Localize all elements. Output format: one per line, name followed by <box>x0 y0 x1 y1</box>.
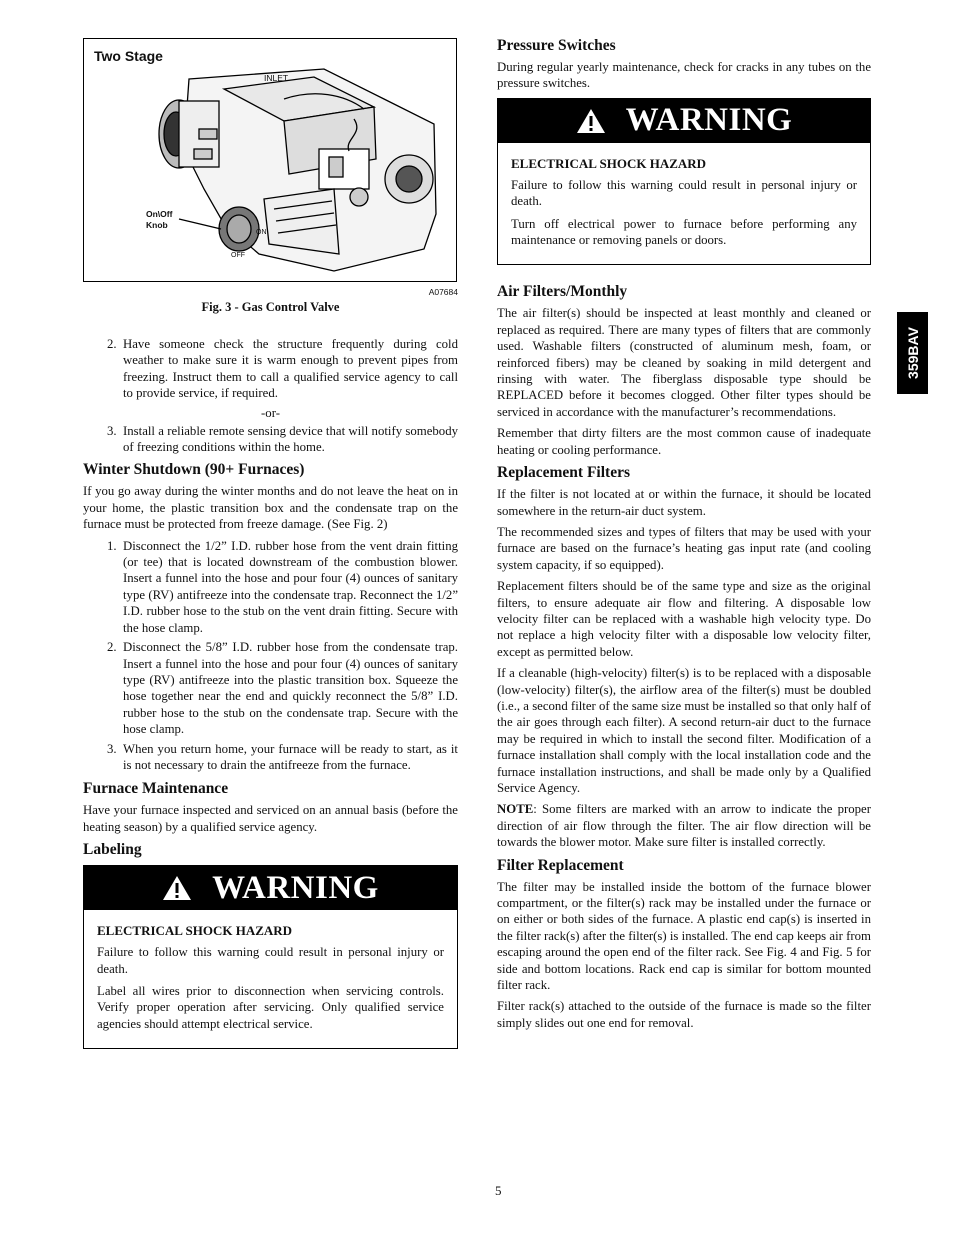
warning-triangle-icon <box>576 108 606 134</box>
list-item <box>83 639 458 737</box>
winter-shutdown-heading: Winter Shutdown (90+ Furnaces) <box>83 461 305 479</box>
figure-label-inlet: INLET <box>264 73 289 83</box>
warning-line: Turn off electrical power to furnace before performing any maintenance or removing panels or doors. <box>511 216 857 248</box>
labeling-heading: Labeling <box>83 841 142 859</box>
list-item-text: Install a reliable remote sensing device that will notify somebody of freezing conditions within the home. <box>123 423 458 455</box>
warning-body <box>84 910 457 1048</box>
list-item <box>83 538 458 636</box>
right-column <box>497 36 871 1036</box>
replacement-p4: If a cleanable (high-velocity) filter(s) is to be replaced with a disposable (low-velocity) filter(s), the airflow area of the filter(s) must be doubled (i.e., a second filter of the same size must be installed so that only half of the air goes through each filter). A second return-air duct to the furnace may be required in which to install the second filter. Modification of a furnace installation shall comply with the local installation code and the furnace installation instructions, and shall be made only by a Qualified Service Agency. <box>497 666 871 795</box>
warning-hazard: ELECTRICAL SHOCK HAZARD <box>511 155 707 171</box>
list-item-text: Disconnect the 1/2” I.D. rubber hose from the vent drain fitting (or tee) that is located downstream of the combustion blower. Insert a funnel into the hose and pour four (4) ounces of sanitary type (RV) antifreeze into the condensate trap. Reconnect the 1/2” I.D. rubber hose to the stub on the vent drain fitting. Secure with the hose clamp. <box>123 538 458 635</box>
warning-box-labeling <box>83 865 458 1049</box>
warning-header <box>84 866 457 910</box>
list-item-number: 2. <box>107 337 117 351</box>
air-filters-p2: Remember that dirty filters are the most common cause of inadequate heating or cooling performance. <box>497 426 871 457</box>
side-tab-label: 359BAV <box>904 327 921 379</box>
filter-replacement-p2: Filter rack(s) attached to the outside of the furnace is made so the filter simply slides out one end for removal. <box>497 999 871 1030</box>
list-item-text: Disconnect the 5/8” I.D. rubber hose from the condensate trap. Insert a funnel into the hose and pour four (4) ounces of sanitary type (RV) antifreeze into the plastic transition box. Squeeze the hose together near the end and quickly reconnect the 5/8” I.D. rubber hose to the stub on the condensate trap. Secure with the hose clamp. <box>123 640 458 737</box>
figure-label-knob <box>146 209 172 231</box>
replacement-p2: The recommended sizes and types of filters that may be used with your furnace are based on the furnace’s heating gas input rate (and cooling system capacity, if so equipped). <box>497 524 871 572</box>
list-item-text: When you return home, your furnace will be ready to start, as it is not necessary to drain the antifreeze from the furnace. <box>123 741 458 772</box>
filter-replacement-heading: Filter Replacement <box>497 856 624 874</box>
figure-label-knob-line2: Knob <box>146 220 168 230</box>
winter-shutdown-intro: If you go away during the winter months and do not leave the heat on in your home, the plastic transition box and the condensate trap on the furnace must be protected from freeze damage. (See Fig. 2) <box>83 484 458 532</box>
figure-caption: Fig. 3 - Gas Control Valve <box>201 300 340 314</box>
furnace-maintenance-text: Have your furnace inspected and serviced on an annual basis (before the heating season) by a qualified service agency. <box>83 803 458 834</box>
list-item-text: Have someone check the structure frequently during cold weather to make sure it is warm enough to prevent pipes from freezing. Instruct them to call a qualified service agency to call to provide service, if required. <box>123 337 458 401</box>
note-paragraph <box>497 801 871 850</box>
figure-label-on: ON <box>256 229 267 236</box>
side-tab-model <box>897 312 928 394</box>
warning-line: Label all wires prior to disconnection when servicing controls. Verify proper operation after servicing. Only qualified service agencies should attempt electrical service. <box>97 983 444 1031</box>
furnace-maintenance-heading: Furnace Maintenance <box>83 780 229 798</box>
winter-steps-list <box>83 538 458 774</box>
warning-title: WARNING <box>625 102 793 139</box>
list-item-number: 3. <box>107 423 117 438</box>
replacement-p3: Replacement filters should be of the same type and size as the original filters, to ensure adequate air flow and filtering. A disposable low velocity filter can be replaced with a washable high velocity type. Do not replace a high velocity filter with a disposable low velocity filter, except as permitted below. <box>497 579 871 659</box>
list-item <box>83 741 458 774</box>
pressure-switches-heading: Pressure Switches <box>497 37 616 54</box>
freeze-steps-list-2 <box>83 423 458 456</box>
filter-replacement-p1: The filter may be installed inside the bottom of the furnace blower compartment, or the filter(s) rack may be installed under the furnace or on either or both sides of the furnace. A plastic end cap(s) is inserted in the filter rack(s) after the filter(s) is installed. The end cap keeps air from escaping around the open end of the filter rack. See Fig. 4 and Fig. 5 for side and bottom locations. Rack end cap is similar for bottom mounted filter rack. <box>497 879 871 993</box>
warning-box-pressure <box>497 98 871 266</box>
air-filters-heading: Air Filters/Monthly <box>497 283 628 301</box>
figure-title: Two Stage <box>94 48 163 64</box>
list-item-number: 1. <box>107 538 117 553</box>
page-number: 5 <box>495 1183 502 1198</box>
figure-gas-control-valve <box>83 38 457 282</box>
figure-label-off: OFF <box>231 252 245 259</box>
or-separator: -or- <box>261 405 280 420</box>
warning-body <box>498 143 870 265</box>
figure-label-knob-line1: On\Off <box>146 209 173 219</box>
list-item <box>83 423 458 456</box>
warning-triangle-icon <box>162 875 192 901</box>
left-column <box>83 38 458 1049</box>
warning-line: Failure to follow this warning could result in personal injury or death. <box>511 177 857 209</box>
replacement-filters-heading: Replacement Filters <box>497 464 630 482</box>
warning-line: Failure to follow this warning could result in personal injury or death. <box>97 945 444 976</box>
list-item <box>83 336 458 402</box>
list-item-number: 3. <box>107 741 117 756</box>
replacement-p1: If the filter is not located at or within the furnace, it should be located somewhere in the return-air duct system. <box>497 487 871 518</box>
air-filters-p1: The air filter(s) should be inspected at least monthly and cleaned or replaced as required. There are many types of filters that are commonly used. Washable filters (constructed of aluminum mesh, foam, or reinforced fibers) may be cleaned by soaking in mild detergent and rinsing with water. The fiberglass disposable type should be REPLACED before it becomes clogged. Other filter types should be serviced in accordance with the manufacturer’s recommendations. <box>497 306 871 419</box>
warning-header <box>498 99 870 143</box>
note-text: : Some filters are marked with an arrow to indicate the proper direction of air flow through the filter. The air flow direction will be towards the blower motor. Make sure filter is installed correctly. <box>497 802 871 850</box>
figure-code: A07684 <box>428 287 458 297</box>
list-item-number: 2. <box>107 640 117 655</box>
note-label: NOTE <box>497 802 534 817</box>
freeze-steps-list <box>83 336 458 402</box>
warning-hazard: ELECTRICAL SHOCK HAZARD <box>97 923 293 939</box>
pressure-switches-text: During regular yearly maintenance, check for cracks in any tubes on the pressure switches. <box>497 60 871 91</box>
warning-title: WARNING <box>212 869 379 906</box>
